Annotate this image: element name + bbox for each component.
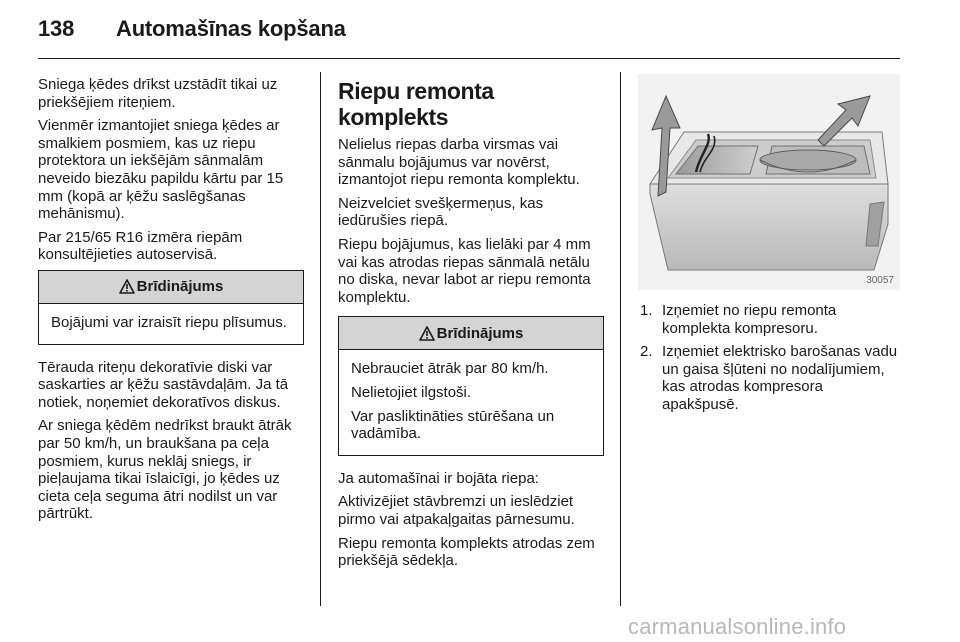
warning-triangle-icon [419, 326, 435, 341]
list-item [638, 302, 900, 337]
warning-heading: Brīdinājums [136, 278, 224, 296]
column-2 [338, 78, 604, 576]
paragraph: Nelielus riepas darba virsmas vai sānmalu bojājumus var novērst, izmantojot riepu remonta komplektu. [338, 136, 580, 189]
kit-box-drawing [638, 74, 900, 290]
list-item [638, 343, 900, 413]
paragraph: Riepu bojājumus, kas lielāki par 4 mm vai kas atrodas riepas sānmalā netālu no diska, nevar labot ar riepu remonta komplektu. [338, 235, 591, 306]
step-number: 2. [640, 343, 653, 361]
page-number: 138 [38, 16, 75, 41]
warning-header [39, 271, 303, 304]
steps-list [638, 302, 900, 414]
paragraph: Aktivizējiet stāvbremzi un ieslēdziet pirmo vai atpakaļgaitas pārnesumu. [338, 493, 575, 528]
paragraph: Neizvelciet svešķermeņus, kas iedūrušies riepā. [338, 194, 544, 230]
column-divider-1 [320, 72, 321, 606]
paragraph: Par 215/65 R16 izmēra riepām konsultējieties autoservisā. [38, 228, 243, 264]
paragraph: Sniega ķēdes drīkst uzstādīt tikai uz priekšējiem riteņiem. [38, 76, 278, 111]
page-header [38, 16, 900, 46]
warning-box [38, 270, 304, 345]
warning-box [338, 316, 604, 455]
column-1 [38, 76, 304, 529]
watermark[interactable]: carmanualsonline.info [628, 614, 847, 639]
warning-heading: Brīdinājums [436, 324, 524, 342]
page-title: Automašīnas kopšana [116, 16, 346, 41]
warning-triangle-icon [119, 279, 135, 294]
repair-kit-illustration [638, 74, 900, 290]
step-number: 1. [640, 302, 653, 319]
paragraph: Ja automašīnai ir bojāta riepa: [338, 469, 539, 487]
step-text: Izņemiet elektrisko barošanas vadu un gaisa šļūteni no nodalījumiem, kas atrodas kompresora apakšpusē. [662, 343, 898, 413]
header-rule [38, 58, 900, 59]
column-divider-2 [620, 72, 621, 606]
paragraph: Vienmēr izmantojiet sniega ķēdes ar smalkiem posmiem, kas uz riepu protektora un iekšējām sānmalām neveido biezāku papildu kārtu par 15 mm (kopā ar ķēžu saslēgšanas mehānismu). [38, 117, 284, 223]
paragraph: Ar sniega ķēdēm nedrīkst braukt ātrāk par 50 km/h, un braukšana pa ceļa posmiem, kurus neklāj sniegs, ir pieļaujama tikai īslaicīgi, jo ķēdes uz cieta ceļa seguma ātri nodilst un var pārtrūkt. [38, 417, 292, 523]
step-text: Izņemiet no riepu remonta komplekta kompresoru. [662, 302, 837, 337]
column-3 [638, 302, 900, 420]
paragraph: Riepu remonta komplekts atrodas zem priekšējā sēdekļa. [338, 534, 595, 570]
warning-line: Nelietojiet ilgstoši. [351, 383, 472, 401]
warning-line: Var pasliktināties stūrēšana un vadāmība. [351, 407, 555, 443]
paragraph: Tērauda riteņu dekoratīvie diski var saskarties ar ķēžu sastāvdaļām. Ja tā notiek, noņemiet dekoratīvos diskus. [38, 358, 289, 411]
warning-line: Nebrauciet ātrāk par 80 km/h. [351, 360, 549, 378]
warning-header [339, 317, 603, 350]
section-heading: Riepu remonta komplekts [338, 78, 494, 130]
figure-code: 30057 [866, 275, 894, 286]
warning-text: Bojājumi var izraisīt riepu plīsumus. [51, 313, 287, 331]
